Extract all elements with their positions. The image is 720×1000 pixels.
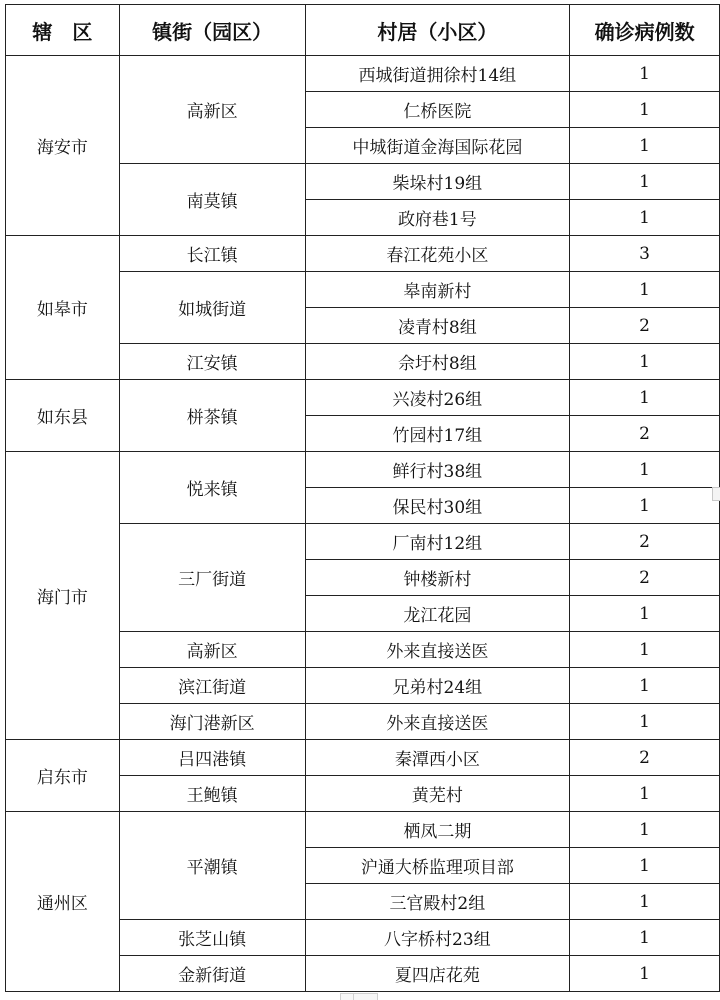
district-cell: 海安市 [6, 56, 120, 236]
header-district: 辖 区 [6, 5, 120, 56]
case-table [5, 4, 720, 992]
town-cell: 悦来镇 [119, 452, 305, 524]
case-count-cell: 1 [570, 812, 720, 848]
town-cell: 如城街道 [119, 272, 305, 344]
town-cell: 三厂街道 [119, 524, 305, 632]
case-count-cell: 2 [570, 560, 720, 596]
right-edge-handle [712, 487, 720, 501]
case-count-cell: 1 [570, 488, 720, 524]
district-cell: 启东市 [6, 740, 120, 812]
community-cell: 三官殿村2组 [305, 884, 570, 920]
community-cell: 柴垛村19组 [305, 164, 570, 200]
header-count: 确诊病例数 [570, 5, 720, 56]
table-row [6, 740, 720, 776]
bottom-edge-handle [340, 993, 378, 1000]
case-count-cell: 2 [570, 740, 720, 776]
case-count-cell: 1 [570, 884, 720, 920]
case-count-cell: 1 [570, 164, 720, 200]
case-count-cell: 1 [570, 956, 720, 992]
case-count-cell: 1 [570, 596, 720, 632]
town-cell: 长江镇 [119, 236, 305, 272]
town-cell: 滨江街道 [119, 668, 305, 704]
community-cell: 厂南村12组 [305, 524, 570, 560]
community-cell: 中城街道金海国际花园 [305, 128, 570, 164]
case-count-cell: 1 [570, 704, 720, 740]
table-body [6, 56, 720, 992]
community-cell: 钟楼新村 [305, 560, 570, 596]
table-row [6, 452, 720, 488]
case-count-cell: 1 [570, 344, 720, 380]
town-cell: 高新区 [119, 56, 305, 164]
table-row [6, 380, 720, 416]
district-cell: 通州区 [6, 812, 120, 992]
case-count-cell: 1 [570, 272, 720, 308]
town-cell: 平潮镇 [119, 812, 305, 920]
case-count-cell: 2 [570, 524, 720, 560]
community-cell: 凌青村8组 [305, 308, 570, 344]
case-count-cell: 1 [570, 128, 720, 164]
town-cell: 金新街道 [119, 956, 305, 992]
community-cell: 皋南新村 [305, 272, 570, 308]
community-cell: 兄弟村24组 [305, 668, 570, 704]
community-cell: 秦潭西小区 [305, 740, 570, 776]
table-row [6, 236, 720, 272]
community-cell: 政府巷1号 [305, 200, 570, 236]
town-cell: 高新区 [119, 632, 305, 668]
case-count-cell: 1 [570, 776, 720, 812]
district-cell: 如皋市 [6, 236, 120, 380]
community-cell: 黄芜村 [305, 776, 570, 812]
district-cell: 如东县 [6, 380, 120, 452]
town-cell: 南莫镇 [119, 164, 305, 236]
table-header-row [6, 5, 720, 56]
community-cell: 兴凌村26组 [305, 380, 570, 416]
case-count-cell: 2 [570, 416, 720, 452]
community-cell: 春江花苑小区 [305, 236, 570, 272]
table-row [6, 56, 720, 92]
case-count-cell: 1 [570, 632, 720, 668]
case-count-cell: 1 [570, 452, 720, 488]
community-cell: 佘圩村8组 [305, 344, 570, 380]
community-cell: 八字桥村23组 [305, 920, 570, 956]
community-cell: 西城街道拥徐村14组 [305, 56, 570, 92]
case-count-cell: 2 [570, 308, 720, 344]
case-count-cell: 1 [570, 92, 720, 128]
case-count-cell: 1 [570, 668, 720, 704]
case-count-cell: 1 [570, 380, 720, 416]
community-cell: 鲜行村38组 [305, 452, 570, 488]
district-cell: 海门市 [6, 452, 120, 740]
header-community: 村居（小区） [305, 5, 570, 56]
community-cell: 龙江花园 [305, 596, 570, 632]
community-cell: 沪通大桥监理项目部 [305, 848, 570, 884]
town-cell: 王鲍镇 [119, 776, 305, 812]
town-cell: 栟茶镇 [119, 380, 305, 452]
community-cell: 保民村30组 [305, 488, 570, 524]
community-cell: 仁桥医院 [305, 92, 570, 128]
community-cell: 外来直接送医 [305, 632, 570, 668]
community-cell: 外来直接送医 [305, 704, 570, 740]
town-cell: 江安镇 [119, 344, 305, 380]
case-count-cell: 1 [570, 920, 720, 956]
town-cell: 张芝山镇 [119, 920, 305, 956]
community-cell: 栖凤二期 [305, 812, 570, 848]
town-cell: 吕四港镇 [119, 740, 305, 776]
table-row [6, 812, 720, 848]
header-town: 镇街（园区） [119, 5, 305, 56]
community-cell: 竹园村17组 [305, 416, 570, 452]
case-count-cell: 1 [570, 848, 720, 884]
case-count-cell: 3 [570, 236, 720, 272]
town-cell: 海门港新区 [119, 704, 305, 740]
community-cell: 夏四店花苑 [305, 956, 570, 992]
case-count-cell: 1 [570, 200, 720, 236]
case-count-cell: 1 [570, 56, 720, 92]
